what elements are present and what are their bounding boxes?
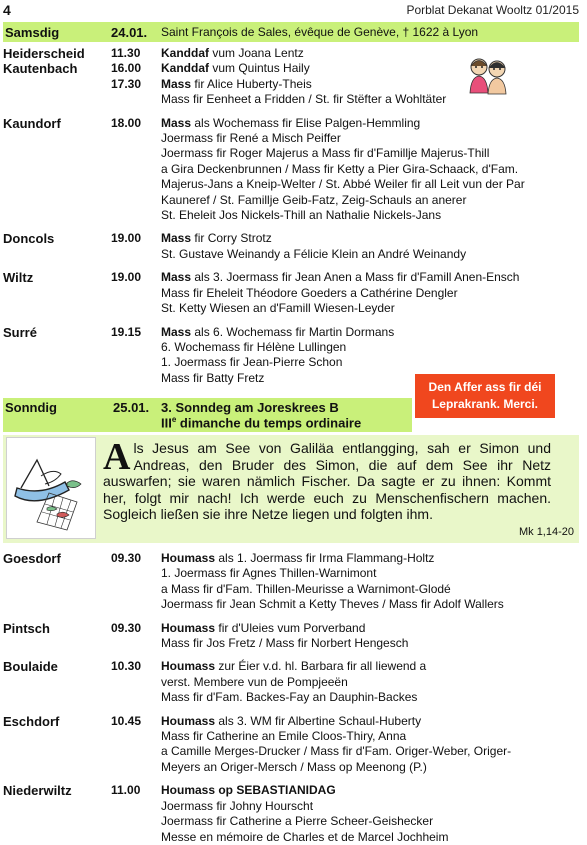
- parish-name: Kautenbach: [3, 61, 78, 77]
- sunday-masses: [3, 551, 579, 845]
- parish-name: Wiltz: [3, 270, 34, 286]
- mass-time: 19.00: [111, 270, 142, 285]
- mass-line: Houmass zur Éier v.d. hl. Barbara fir all liewend a: [161, 659, 427, 674]
- mass-line: Houmass als 1. Joermass fir Irma Flammang-Holtz: [161, 551, 435, 565]
- mass-line: Messe en mémoire de Charles et de Marcel Jochheim: [161, 829, 449, 844]
- fishing-boat-net-icon: [6, 437, 96, 539]
- mass-line: a Gira Deckenbrunnen / Mass fir Ketty a Pier Gira-Schaack, d'Fam.: [161, 161, 519, 176]
- mass-time: 11.00: [111, 783, 141, 798]
- list-item: [3, 116, 579, 224]
- mass-line: Joermass fir René a Misch Peiffer: [161, 131, 341, 146]
- mass-line: Mass fir Jos Fretz / Mass fir Norbert Hengesch: [161, 636, 409, 651]
- day-name: Sonndig: [5, 400, 57, 415]
- mass-line: Joermass fir Catherine a Pierre Scheer-Geishecker: [161, 814, 434, 829]
- parish-name: Niederwiltz: [3, 783, 72, 799]
- mass-line: St. Eheleit Jos Nickels-Thill an Nathalie Nickels-Jans: [161, 208, 442, 223]
- parish-name: Pintsch: [3, 620, 50, 636]
- day-date: 25.01.: [113, 400, 150, 415]
- page-number: 4: [3, 2, 11, 18]
- mass-line: a Mass fir d'Fam. Thillen-Meurisse a Warnimont-Glodé: [161, 581, 451, 596]
- parish-name: Eschdorf: [3, 713, 60, 729]
- mass-line: 1. Joermass fir Jean-Pierre Schon: [161, 355, 343, 370]
- mass-line: a Camille Merges-Drucker / Mass fir d'Fam. Origer-Weber, Origer-: [161, 744, 512, 759]
- mass-time: 17.30: [111, 76, 142, 91]
- mass-time: 10.30: [111, 659, 142, 674]
- mass-time: 09.30: [111, 551, 142, 565]
- gospel-reference: Mk 1,14-20: [518, 526, 574, 538]
- mass-line: Mass als 3. Joermass fir Jean Anen a Mass fir d'Famill Anen-Ensch: [161, 270, 520, 285]
- mass-time: 10.45: [111, 713, 142, 728]
- day-date: 24.01.: [111, 24, 148, 40]
- publication-title: Porblat Dekanat Wooltz 01/2015: [406, 3, 579, 17]
- list-item: [3, 46, 579, 61]
- mass-line: Mass fir Eheleit Théodore Goeders a Cathérine Dengler: [161, 285, 458, 300]
- drop-cap: A: [103, 436, 131, 478]
- mass-time: 19.00: [111, 231, 142, 246]
- mass-line: Joermass fir Johny Hourscht: [161, 798, 314, 813]
- mass-line: verst. Membere vun de Pompjeeën: [161, 674, 348, 689]
- mass-time: 11.30: [111, 46, 141, 60]
- list-item: [3, 551, 579, 613]
- mass-line: Kauneref / St. Famillje Geib-Fatz, Zeig-Schauls an anerer: [161, 192, 467, 207]
- mass-line: 1. Joermass fir Agnes Thillen-Warnimont: [161, 566, 377, 581]
- parish-name: Goesdorf: [3, 551, 61, 566]
- mass-line: Houmass fir d'Uleies vum Porverband: [161, 620, 366, 635]
- gospel-text: ls Jesus am See von Galiläa entlangging, sah er Simon und Andreas, den Bruder des Simon, die auf dem See ihr Netz auswarfen; sie waren nämlich Fischer. Da sagte er zu ihnen: Kommt her, folgt mir nach! Ich werde euch zu Menschenfischern machen. Sogleich ließen sie ihre Netze liegen und folgten ihm.: [103, 440, 551, 522]
- mass-line: Meyers an Origer-Mersch / Mass op Meenong (P.): [161, 759, 427, 774]
- mass-line: Mass fir d'Fam. Backes-Fay an Dauphin-Backes: [161, 690, 418, 705]
- mass-line: Joermass fir Roger Majerus a Mass fir d'Famillje Majerus-Thill: [161, 146, 490, 161]
- mass-line: Kanddaf vum Joana Lentz: [161, 46, 304, 60]
- mass-line: Houmass op SEBASTIANIDAG: [161, 783, 336, 798]
- mass-line: St. Gustave Weinandy a Félicie Klein an André Weinandy: [161, 246, 467, 261]
- mass-line: Mass fir Batty Fretz: [161, 370, 265, 385]
- list-item: [3, 77, 579, 108]
- mass-time: 18.00: [111, 115, 142, 130]
- mass-line: Kanddaf vum Quintus Haily: [161, 61, 310, 76]
- saturday-masses: [3, 46, 579, 386]
- parish-name: Kaundorf: [3, 115, 61, 131]
- saturday-header: [3, 22, 579, 42]
- mass-line: Mass als 6. Wochemass fir Martin Dormans: [161, 324, 395, 339]
- sunday-header: [3, 398, 412, 432]
- parish-name: Surré: [3, 324, 37, 340]
- mass-time: 09.30: [111, 620, 142, 635]
- list-item: [3, 714, 579, 776]
- mass-line: Mass fir Alice Huberty-Theis: [161, 76, 312, 91]
- mass-line: Majerus-Jans a Kneip-Welter / St. Abbé Weiler fir all Leit vun der Par: [161, 177, 525, 192]
- parish-name: Boulaide: [3, 659, 58, 675]
- parish-name: [3, 77, 111, 108]
- mass-line: 6. Wochemass fir Hélène Lullingen: [161, 339, 347, 354]
- page-header: [3, 2, 579, 20]
- saint-of-day: Saint François de Sales, évêque de Genève, † 1622 à Lyon: [161, 25, 479, 39]
- list-item: [3, 783, 579, 845]
- liturgical-title-french: IIIe dimanche du temps ordinaire: [161, 415, 362, 431]
- mass-line: Joermass fir Jean Schmit a Ketty Theves / Mass fir Adolf Wallers: [161, 597, 504, 612]
- list-item: [3, 659, 579, 705]
- day-name: Samsdig: [5, 24, 60, 40]
- mass-line: Mass fir Eenheet a Fridden / St. fir Stëfter a Wohltäter: [161, 92, 447, 107]
- gospel-reading: [103, 436, 551, 523]
- mass-line: St. Ketty Wiesen an d'Famill Wiesen-Leyder: [161, 301, 395, 316]
- mass-line: Mass fir Corry Strotz: [161, 231, 272, 246]
- liturgical-title: 3. Sonndeg am Joreskrees B: [161, 400, 339, 415]
- collection-notice: Den Affer ass fir déi Leprakrank. Merci.: [415, 374, 555, 418]
- mass-line: Mass als Wochemass fir Elise Palgen-Hemmling: [161, 115, 421, 130]
- mass-time: 19.15: [111, 324, 142, 339]
- list-item: [3, 621, 579, 652]
- list-item: [3, 270, 579, 316]
- parish-name: Doncols: [3, 231, 55, 247]
- mass-line: Houmass als 3. WM fir Albertine Schaul-Huberty: [161, 713, 422, 728]
- mass-time: 16.00: [111, 61, 142, 76]
- list-item: [3, 231, 579, 262]
- list-item: [3, 61, 579, 76]
- mass-line: Mass fir Catherine an Emile Cloos-Thiry, Anna: [161, 729, 407, 744]
- parish-name: Heiderscheid: [3, 46, 85, 61]
